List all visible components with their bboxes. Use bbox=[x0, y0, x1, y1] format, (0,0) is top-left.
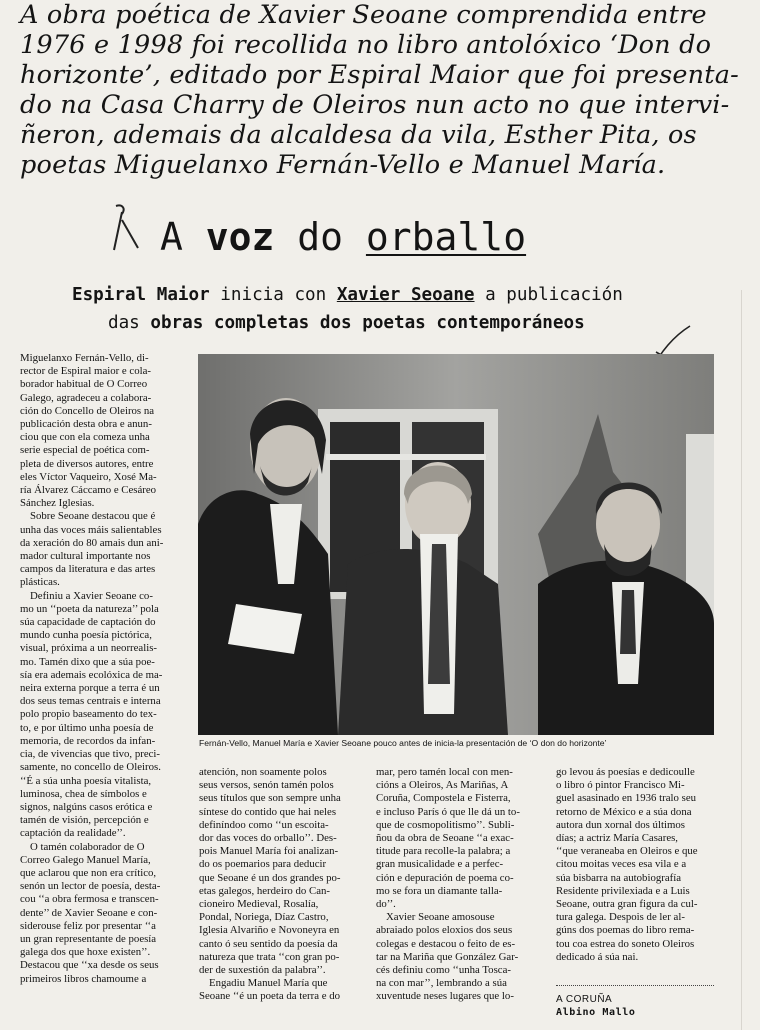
article-line: pois Manuel María foi analizan- bbox=[199, 845, 339, 858]
article-line: tura galega. Despois de ler al- bbox=[556, 911, 685, 924]
photo-caption: Fernán-Vello, Manuel María e Xavier Seoane pouco antes de inicia-la presentación de ‘O don do horizonte’ bbox=[199, 738, 607, 748]
article-line: siderouse feliz por presentar ‘‘a bbox=[20, 919, 156, 932]
article-line: ción e depuración de poema co- bbox=[376, 871, 514, 884]
article-line: to, e por último unha poesía de bbox=[20, 721, 154, 734]
news-photo bbox=[198, 354, 714, 735]
article-line: senón un lector de poesía, desta- bbox=[20, 880, 161, 893]
article-line: ‘‘que veraneaba en Oleiros e que bbox=[556, 845, 698, 858]
intro-line: poetas Miguelanxo Fernán-Vello e Manuel María. bbox=[20, 150, 666, 180]
article-line: que aclarou que non era crítico, bbox=[20, 866, 157, 879]
article-line: mo se fora un diamante talla- bbox=[376, 884, 503, 897]
article-line: Residente privilexiada e a Luis bbox=[556, 884, 690, 897]
article-line: Galego, agradeceu a colabora- bbox=[20, 391, 152, 404]
article-line: eles Víctor Vaqueiro, Xosé Ma- bbox=[20, 470, 157, 483]
article-line: dedicado á súa nai. bbox=[556, 950, 639, 963]
intro-line: 1976 e 1998 foi recollida no libro antolóxico ‘Don do bbox=[20, 30, 712, 60]
article-line: que de cosmopolitismo’’. Subli- bbox=[376, 818, 515, 831]
article-line: pleta de diversos autores, entre bbox=[20, 457, 154, 470]
article-line: Iglesia Alvariño e Novoneyra en bbox=[199, 924, 340, 937]
article-line: Xavier Seoane amosouse bbox=[386, 911, 495, 924]
photo-illustration bbox=[198, 354, 714, 735]
article-line: da xeración do 80 amais dun ani- bbox=[20, 536, 164, 549]
pen-mark-icon bbox=[108, 202, 152, 254]
article-line: rector de Espiral maior e cola- bbox=[20, 365, 151, 378]
article-line: Pondal, Noriega, Díaz Castro, bbox=[199, 911, 329, 924]
subhead-bold: obras completas dos poetas contemporáneos bbox=[150, 313, 585, 333]
headline-part: A bbox=[160, 215, 206, 259]
article-line: o libro ó pintor Francisco Mi- bbox=[556, 779, 685, 792]
article-line: O tamén colaborador de O bbox=[30, 840, 145, 853]
headline-part: do bbox=[274, 215, 366, 259]
article-line: ‘‘É a súa unha poesía vitalista, bbox=[20, 774, 152, 787]
article-line: gran musicalidade e a perfec- bbox=[376, 858, 504, 871]
article-line: Engadiu Manuel María que bbox=[209, 977, 328, 990]
article-line: tamén de visión, percepción e bbox=[20, 814, 149, 827]
byline-place: A CORUÑA bbox=[556, 994, 613, 1005]
article-column-4 bbox=[556, 766, 726, 964]
article-line: natureza que trata ‘‘con gran po- bbox=[199, 950, 340, 963]
article-column-3 bbox=[376, 766, 544, 1004]
article-line: seus versos, senón tamén polos bbox=[199, 779, 334, 792]
article-line: Coruña, Compostela e Fisterra, bbox=[376, 792, 511, 805]
article-line: cou ‘‘a obra fermosa e transcen- bbox=[20, 893, 159, 906]
subhead-bold: Xavier Seoane bbox=[336, 285, 475, 305]
article-line: luminosa, chea de símbolos e bbox=[20, 787, 147, 800]
article-line: retorno de México e a súa dona bbox=[556, 805, 692, 818]
article-line: serie especial de poética com- bbox=[20, 444, 150, 457]
article-line: colegas e destacou o feito de es- bbox=[376, 937, 516, 950]
article-line: canto ó seu sentido da poesía da bbox=[199, 937, 338, 950]
article-line: definíndoo como ‘‘un escoita- bbox=[199, 818, 329, 831]
article-line: visual, próxima a un neorrealis- bbox=[20, 642, 158, 655]
article-line: ciou que con ela comeza unha bbox=[20, 431, 150, 444]
article-column-2 bbox=[199, 766, 365, 1004]
article-line: unha das voces máis salientables bbox=[20, 523, 162, 536]
article-line: días; a actriz María Casares, bbox=[556, 832, 679, 845]
article-line: publicación desta obra e anun- bbox=[20, 418, 152, 431]
article-line: gúns dos poemas do libro rema- bbox=[556, 924, 695, 937]
article-line: cés definiu como ‘‘unha Tosca- bbox=[376, 964, 511, 977]
article-line: samente, no concello de Oleiros. bbox=[20, 761, 161, 774]
article-line: tar na Mariña que González Gar- bbox=[376, 950, 519, 963]
article-line: Seoane ‘‘é un poeta da terra e do bbox=[199, 990, 340, 1003]
article-line: cioneiro Medieval, Rosalía, bbox=[199, 898, 319, 911]
headline-underlined: orballo bbox=[365, 215, 527, 259]
article-line: memoria, de recordos da infan- bbox=[20, 734, 156, 747]
article-line: autora dun xornal dos últimos bbox=[556, 818, 685, 831]
subhead-text: a publicación bbox=[474, 285, 623, 305]
intro-line: horizonte’, editado por Espiral Maior que foi presenta- bbox=[20, 60, 739, 90]
article-line: dente’’ de Xavier Seoane e con- bbox=[20, 906, 158, 919]
article-line: borador habitual de O Correo bbox=[20, 378, 148, 391]
article-line: sía era ademais ecolóxica de ma- bbox=[20, 668, 163, 681]
article-line: cións a Oleiros, As Mariñas, A bbox=[376, 779, 509, 792]
article-line: go levou ás poesías e dedicoulle bbox=[556, 766, 695, 778]
article-line: ción do Concello de Oleiros na bbox=[20, 404, 155, 417]
byline-author: Albino Mallo bbox=[556, 1007, 636, 1018]
intro-line: do na Casa Charry de Oleiros nun acto no que intervi- bbox=[20, 90, 730, 120]
article-line: Miguelanxo Fernán-Vello, di- bbox=[20, 352, 149, 364]
subheadline-line-2 bbox=[108, 313, 585, 333]
article-line: tou coa estrea do soneto Oleiros bbox=[556, 937, 695, 950]
article-line: mar, pero tamén local con men- bbox=[376, 766, 513, 778]
article-line: Destacou que ‘‘xa desde os seus bbox=[20, 959, 159, 972]
article-line: un gran representante de poesía bbox=[20, 932, 157, 945]
article-line: dos seus temas centrais e interna bbox=[20, 695, 161, 708]
article-line: Seoane, outra gran figura da cul- bbox=[556, 898, 698, 911]
byline-divider bbox=[556, 985, 714, 986]
intro-line: ñeron, ademais da alcaldesa da vila, Esther Pita, os bbox=[20, 120, 697, 150]
article-line: neira externa porque a terra é un bbox=[20, 682, 160, 695]
article-line: galega dos que hoxe existen’’. bbox=[20, 946, 151, 959]
article-line: primeiros libros chamoume a bbox=[20, 972, 147, 985]
subhead-bold: Espiral Maior bbox=[72, 285, 210, 305]
article-line: Definiu a Xavier Seoane co- bbox=[30, 589, 153, 602]
column-rule bbox=[741, 290, 742, 1030]
article-line: plásticas. bbox=[20, 576, 60, 589]
article-line: campos da literatura e das artes bbox=[20, 563, 156, 576]
article-line: cia, de vivencias que tivo, preci- bbox=[20, 748, 161, 761]
article-line: e incluso París ó que lle dá un to- bbox=[376, 805, 520, 818]
article-line: na con mar’’, lembrando a súa bbox=[376, 977, 507, 990]
article-line: mo un ‘‘poeta da natureza’’ pola bbox=[20, 602, 159, 615]
intro-line: A obra poética de Xavier Seoane comprendida entre bbox=[20, 0, 707, 30]
article-line: dor das voces do orballo’’. Des- bbox=[199, 832, 337, 845]
article-column-1 bbox=[20, 352, 192, 986]
article-line: mo. Tamén dixo que a súa poe- bbox=[20, 655, 155, 668]
article-line: captación da realidade’’. bbox=[20, 827, 126, 840]
article-line: guel asasinado en 1936 tralo seu bbox=[556, 792, 697, 805]
article-line: Sobre Seoane destacou que é bbox=[30, 510, 156, 523]
intro-paragraph bbox=[20, 0, 740, 180]
article-line: atención, non soamente polos bbox=[199, 766, 327, 778]
article-line: seus títulos que son sempre unha bbox=[199, 792, 341, 805]
article-line: titude para recolle-la palabra; a bbox=[376, 845, 511, 858]
article-line: polo propio baseamento do tex- bbox=[20, 708, 157, 721]
article-line: do’’. bbox=[376, 898, 396, 911]
article-line: ñou da obra de Seoane ‘‘a exac- bbox=[376, 832, 514, 845]
article-line: Correo Galego Manuel María, bbox=[20, 853, 151, 866]
article-line: citou moitas veces esa vila e a bbox=[556, 858, 687, 871]
article-line: ría Álvarez Cáccamo e Cesáreo bbox=[20, 484, 157, 497]
subheadline-line-1 bbox=[72, 285, 623, 305]
subhead-text: inicia con bbox=[209, 285, 337, 305]
article-line: etas galegos, herdeiro do Can- bbox=[199, 884, 331, 897]
article-line: síntese do contido que hai neles bbox=[199, 805, 337, 818]
article-line: Sánchez Iglesias. bbox=[20, 497, 95, 510]
article-line: signos, nalgúns casos erótica e bbox=[20, 800, 153, 813]
article-line: do os poemarios para deducir bbox=[199, 858, 327, 871]
headline bbox=[160, 212, 526, 262]
article-line: que Seoane é un dos grandes po- bbox=[199, 871, 341, 884]
article-line: súa bisbarra na autobiografía bbox=[556, 871, 682, 884]
headline-bold: voz bbox=[205, 215, 275, 259]
article-line: der de suxestión da palabra’’. bbox=[199, 964, 326, 977]
article-line: mundo cunha poesía pictórica, bbox=[20, 629, 152, 642]
article-line: xuventude neses lugares que lo- bbox=[376, 990, 514, 1003]
article-line: abraiado polos eloxios dos seus bbox=[376, 924, 513, 937]
article-line: súa capacidade de captación do bbox=[20, 616, 156, 629]
subhead-text: das bbox=[108, 313, 151, 333]
article-line: mador cultural importante nos bbox=[20, 550, 151, 563]
